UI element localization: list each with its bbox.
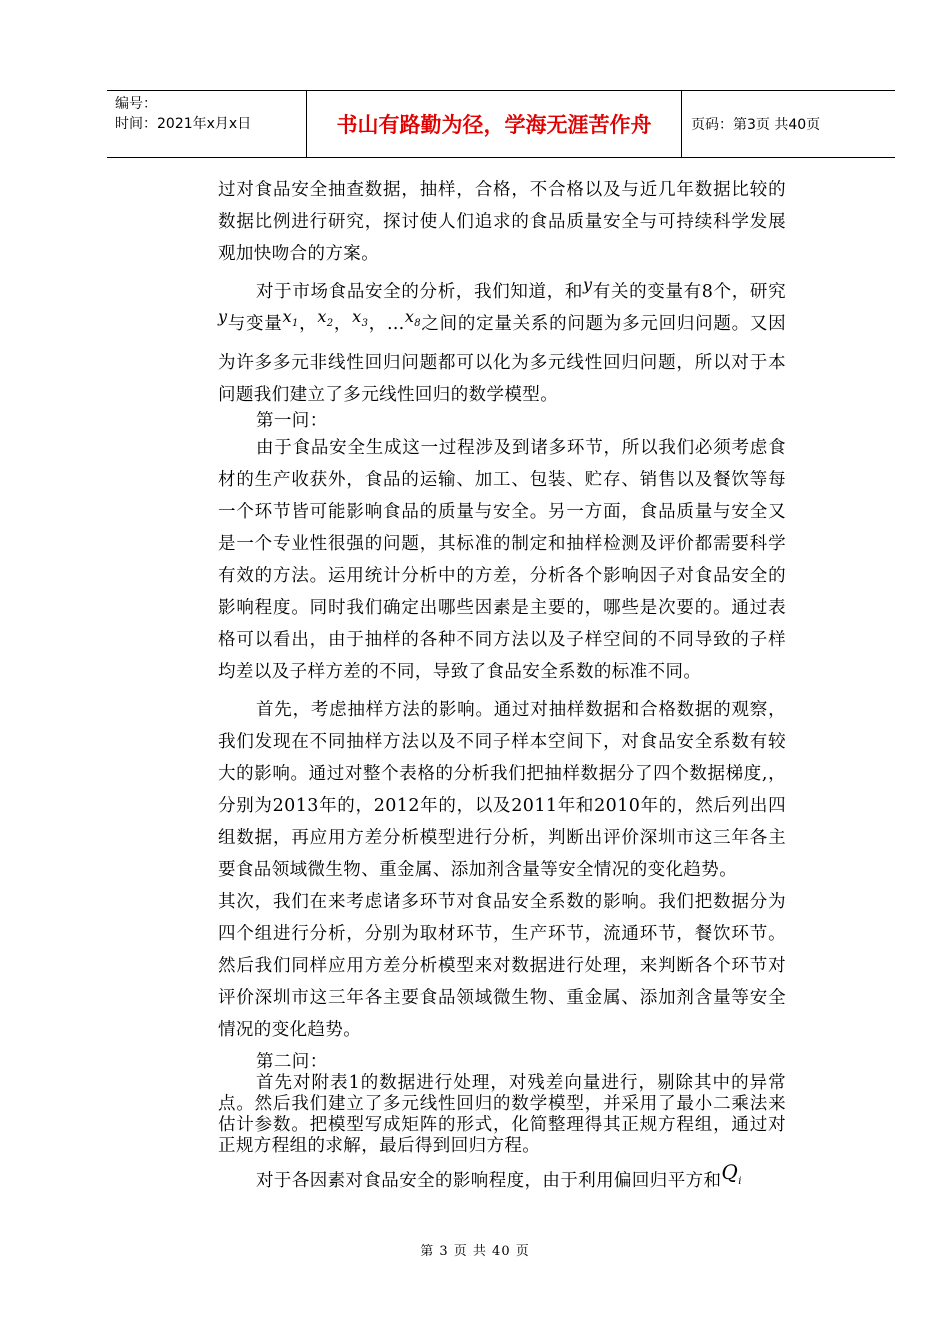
variable-y: y: [218, 307, 228, 326]
variable-x3: [352, 307, 369, 330]
var-letter: x: [404, 307, 415, 326]
question-two-title: 第二问：: [256, 1052, 328, 1073]
number-label: 编号：: [115, 96, 157, 112]
paragraph-q1-analysis: 由于食品安全生成这一过程涉及到诸多环节，所以我们必须考虑食材的生产收获外，食品的运输、加工、包装、贮存、销售以及餐饮等每一个环节皆可能影响食品的质量与安全。另一方面，食品质量与安全又是一个专业性很强的问题，其标准的制定和抽样检测及评价都需要科学有效的方法。运用统计分析中的方差，分析各个影响因子对食品安全的影响程度。同时我们确定出哪些因素是主要的，哪些是次要的。通过表格可以看出，由于抽样的各种不同方法以及子样空间的不同导致的子样均差以及子样方差的不同，导致了食品安全系数的标准不同。: [218, 438, 786, 683]
document-body: [218, 174, 786, 1205]
paragraph-variables: [218, 276, 786, 411]
variable-x8: [404, 307, 422, 330]
var-subscript: 2: [326, 318, 334, 330]
text-span: 对于市场食品安全的分析，我们知道，和: [256, 282, 584, 302]
header-page-label: 页码：第3页 共40页: [691, 117, 821, 133]
text-span: 与变量: [227, 314, 283, 334]
text-span: 有关的变量有8个，研究: [592, 282, 786, 302]
separator: ，: [333, 314, 353, 334]
var-subscript: 1: [291, 318, 299, 330]
text-span: 之间的定量关系的问题为多元回归问题。又因为许多多元非线性回归问题都可以化为多元线性回归问题，所以对于本问题我们建立了多元线性回归的数学模型。: [218, 314, 786, 406]
paragraph-intro: 过对食品安全抽查数据，抽样，合格，不合格以及与近几年数据比较的数据比例进行研究，探讨使人们追求的食品质量安全与可持续科学发展观加快吻合的方案。: [218, 180, 786, 264]
paragraph-process-stages: 其次，我们在来考虑诸多环节对食品安全系数的影响。我们把数据分为四个组进行分析，分别为取材环节，生产环节，流通环节，餐饮环节。然后我们同样应用方差分析模型来对数据进行处理，来判断各个环节对评价深圳市这三年各主要食品领域微生物、重金属、添加剂含量等安全情况的变化趋势。: [218, 892, 786, 1041]
var-letter: x: [282, 307, 292, 326]
var-letter: x: [317, 307, 327, 326]
paragraph-influence: [218, 1160, 786, 1205]
separator: ，: [298, 314, 318, 334]
variable-x1: [282, 307, 299, 330]
var-letter: x: [352, 307, 362, 326]
question-one-title: 第一问：: [256, 411, 328, 432]
var-subscript: 8: [414, 318, 422, 330]
variable-y: y: [583, 275, 593, 294]
variable-x2: [317, 307, 334, 330]
header-motto: 书山有路勤为径，学海无涯苦作舟: [307, 91, 682, 157]
page-header: [107, 90, 895, 158]
paragraph-sampling-method: 首先，考虑抽样方法的影响。通过对抽样数据和合格数据的观察，我们发现在不同抽样方法以及不同子样本空间下，对食品安全系数有较大的影响。通过对整个表格的分析我们把抽样数据分了四个数据梯度,，分别为2013年的，2012年的，以及2011年和2010年的，然后列出四组数据，再应用方差分析模型进行分析，判断出评价深圳市这三年各主要食品领域微生物、重金属、添加剂含量等安全情况的变化趋势。: [218, 700, 786, 881]
paragraph-q2-model: 首先对附表1的数据进行处理，对残差向量进行，剔除其中的异常点。然后我们建立了多元线性回归的数学模型，并采用了最小二乘法来估计参数。把模型写成矩阵的形式，化简整理得其正规方程组，通过对正规方程组的求解，最后得到回归方程。: [218, 1073, 786, 1157]
separator: ，…: [368, 314, 405, 334]
time-label: 时间：2021年x月x日: [115, 116, 252, 132]
text-span: 对于各因素对食品安全的影响程度，由于利用偏回归平方和: [256, 1171, 722, 1192]
var-subscript: i: [738, 1176, 742, 1188]
variable-q: [721, 1160, 742, 1188]
var-subscript: 3: [361, 318, 369, 330]
page-footer: 第 3 页 共 40 页: [420, 1244, 530, 1259]
header-meta-cell: [107, 91, 307, 157]
var-letter: Q: [721, 1160, 739, 1185]
